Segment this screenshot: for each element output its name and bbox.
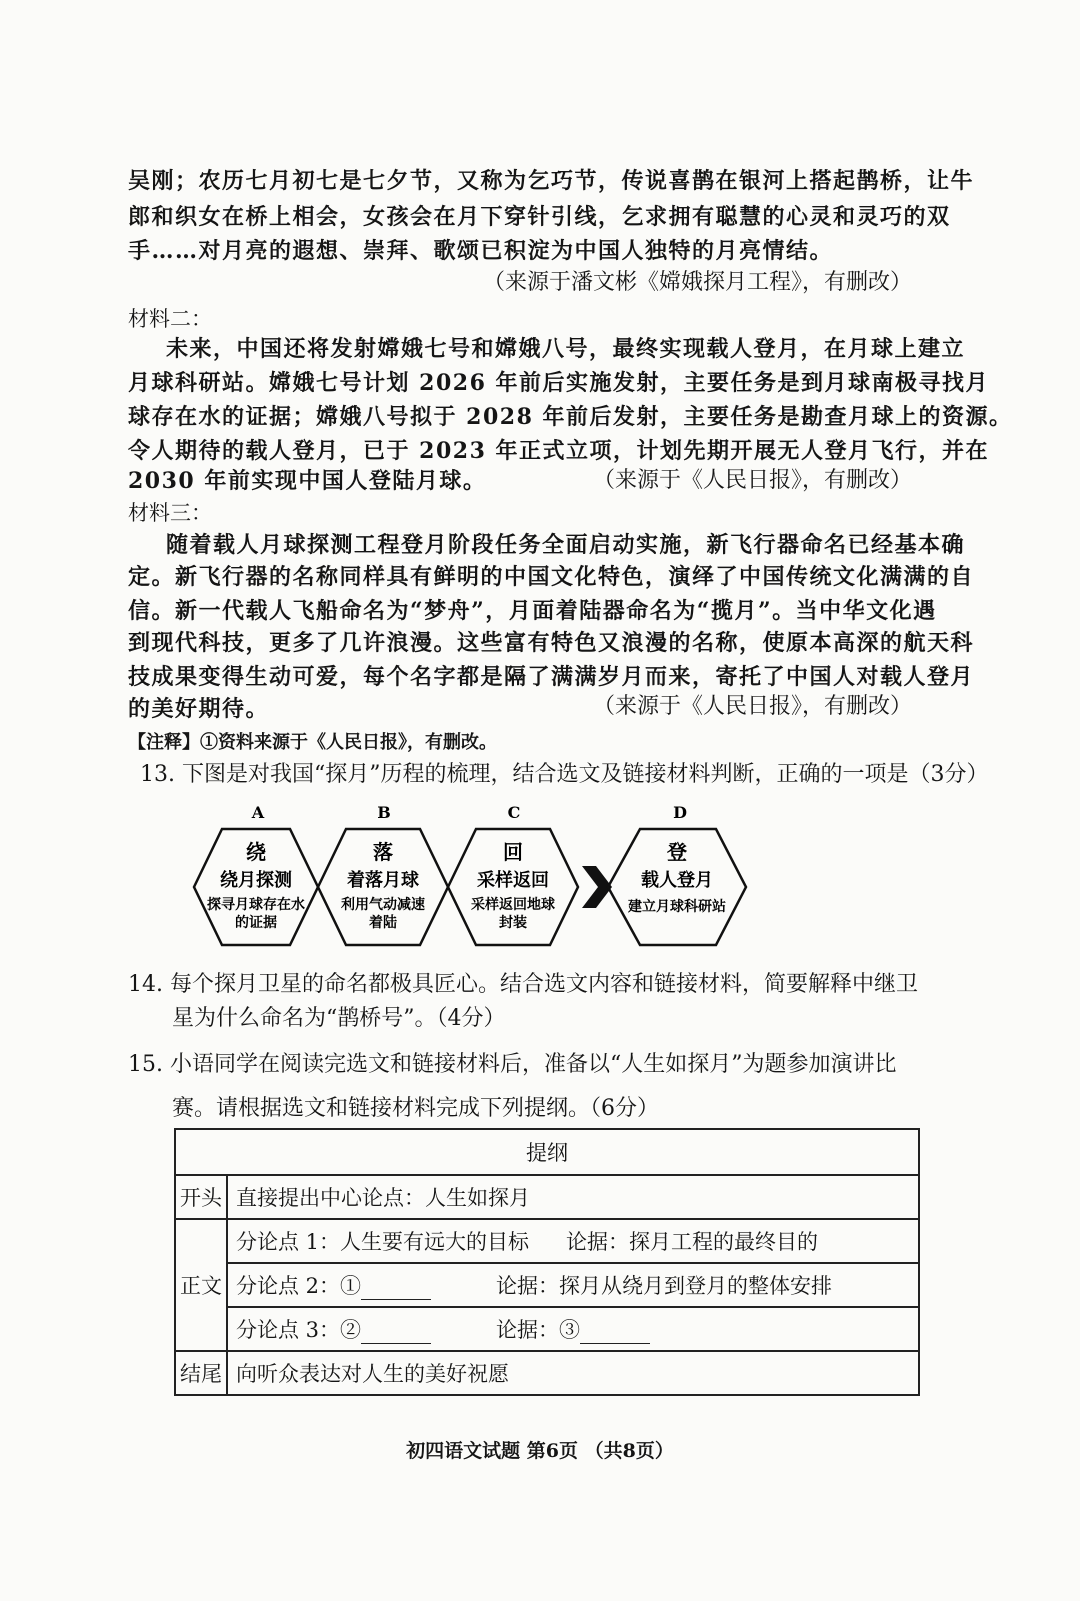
material2-source: （来源于《人民日报》，有删改）: [592, 468, 912, 493]
point-1-evidence: 论据：探月工程的最终目的: [566, 1230, 818, 1254]
option-d-small-1: 建立月球科研站: [628, 899, 726, 915]
option-b-small-1: 利用气动减速: [341, 897, 425, 913]
question-14-line-2: 星为什么命名为“鹊桥号”。（4分）: [172, 1006, 506, 1031]
option-a-big: 绕: [246, 840, 266, 864]
material3-line-5: 技成果变得生动可爱，每个名字都是隔了满满岁月而来，寄托了中国人对载人登月: [128, 664, 975, 690]
option-c-small-2: 封装: [499, 915, 527, 931]
material2-label: 材料二：: [128, 307, 212, 331]
option-b-letter: B: [377, 803, 391, 822]
material3-line-6: 的美好期待。: [128, 696, 270, 722]
option-c-big: 回: [503, 840, 523, 864]
point-3-claim: 分论点 3：②: [236, 1318, 362, 1342]
outline-body-label: 正文: [175, 1219, 227, 1351]
material2-line-3: 球存在水的证据；嫦娥八号拟于 2028 年前后发射，主要任务是勘查月球上的资源。: [128, 404, 1013, 430]
outline-point-1: [227, 1219, 919, 1263]
material3-source: （来源于《人民日报》，有删改）: [592, 694, 912, 719]
option-c-small-1: 采样返回地球: [471, 897, 555, 913]
blank-1[interactable]: [361, 1279, 431, 1300]
point-2-evidence: 论据：探月从绕月到登月的整体安排: [496, 1274, 832, 1298]
material3-line-1: 随着载人月球探测工程登月阶段任务全面启动实施，新飞行器命名已经基本确: [166, 532, 966, 558]
option-a-small-1: 探寻月球存在水: [207, 897, 305, 913]
point-2-claim: 分论点 2：①: [236, 1274, 362, 1298]
option-a-letter: A: [251, 803, 265, 822]
material1-source: （来源于潘文彬《嫦娥探月工程》，有删改）: [482, 270, 912, 295]
material2-line-5: 2030 年前实现中国人登陆月球。: [128, 468, 487, 494]
material1-line-3: 手……对月亮的遐想、崇拜、歌颂已积淀为中国人独特的月亮情结。: [128, 238, 834, 264]
moon-exploration-diagram: [180, 796, 760, 966]
material2-line-1: 未来，中国还将发射嫦娥七号和嫦娥八号，最终实现载人登月，在月球上建立: [166, 336, 966, 362]
annotation-note: 【注释】①资料来源于《人民日报》，有删改。: [128, 732, 497, 753]
blank-2[interactable]: [361, 1323, 431, 1344]
option-c-letter: C: [507, 803, 521, 822]
option-d-big: 登: [667, 840, 687, 864]
outline-end-text: 向听众表达对人生的美好祝愿: [227, 1351, 919, 1395]
option-b-mid: 着落月球: [347, 870, 419, 891]
material2-line-4: 令人期待的载人登月，已于 2023 年正式立项，计划先期开展无人登月飞行，并在: [128, 438, 990, 464]
material1-line-2: 郎和织女在桥上相会，女孩会在月下穿针引线，乞求拥有聪慧的心灵和灵巧的双: [128, 204, 951, 230]
outline-open-label: 开头: [175, 1175, 227, 1219]
material3-line-4: 到现代科技，更多了几许浪漫。这些富有特色又浪漫的名称，使原本高深的航天科: [128, 630, 975, 656]
outline-table: [174, 1128, 920, 1396]
outline-end-label: 结尾: [175, 1351, 227, 1395]
option-a-mid: 绕月探测: [220, 870, 292, 891]
option-b-big: 落: [373, 840, 393, 864]
option-c-mid: 采样返回: [477, 870, 549, 891]
page-footer: 初四语文试题 第6页 （共8页）: [406, 1440, 674, 1462]
material3-line-3: 信。新一代载人飞船命名为“梦舟”，月面着陆器命名为“揽月”。当中华文化遇: [128, 598, 937, 624]
question-13-text: 13. 下图是对我国“探月”历程的梳理，结合选文及链接材料判断，正确的一项是（3分）: [140, 762, 989, 787]
outline-header: 提纲: [175, 1129, 919, 1175]
option-b-small-2: 着陆: [369, 915, 397, 931]
material1-line-1: 吴刚；农历七月初七是七夕节，又称为乞巧节，传说喜鹊在银河上搭起鹊桥，让牛: [128, 168, 975, 194]
outline-point-3: [227, 1307, 919, 1351]
question-14-line-1: 14. 每个探月卫星的命名都极具匠心。结合选文内容和链接材料，简要解释中继卫: [128, 972, 918, 997]
question-15-line-1: 15. 小语同学在阅读完选文和链接材料后，准备以“人生如探月”为题参加演讲比: [128, 1052, 897, 1077]
material3-label: 材料三：: [128, 501, 212, 525]
outline-open-text: 直接提出中心论点：人生如探月: [227, 1175, 919, 1219]
material2-line-2: 月球科研站。嫦娥七号计划 2026 年前后实施发射，主要任务是到月球南极寻找月: [128, 370, 990, 396]
point-1-claim: 分论点 1：人生要有远大的目标: [236, 1230, 530, 1254]
question-15-line-2: 赛。请根据选文和链接材料完成下列提纲。（6分）: [172, 1096, 659, 1121]
option-d-mid: 载人登月: [641, 870, 713, 891]
blank-3[interactable]: [580, 1323, 650, 1344]
outline-point-2: [227, 1263, 919, 1307]
option-a-small-2: 的证据: [235, 915, 277, 931]
option-d-letter: D: [673, 803, 687, 822]
point-3-evidence: 论据：③: [496, 1318, 580, 1342]
material3-line-2: 定。新飞行器的名称同样具有鲜明的中国文化特色，演绎了中国传统文化满满的自: [128, 564, 975, 590]
